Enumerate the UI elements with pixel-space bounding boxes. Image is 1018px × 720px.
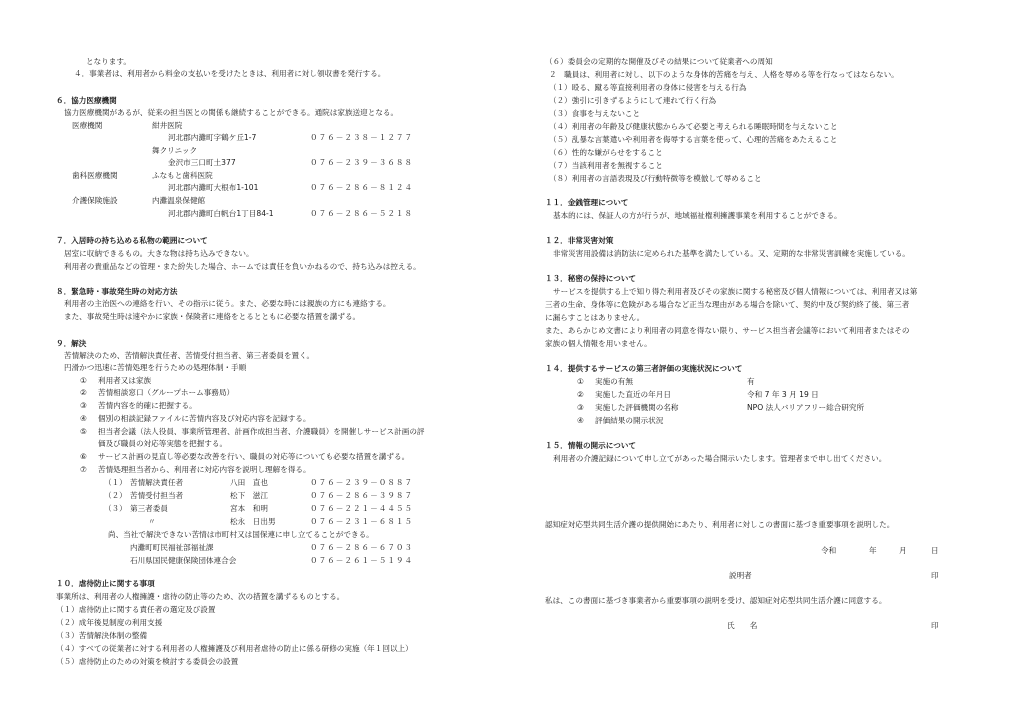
agency-phone-1: ０７６－２８６－６７０３ — [310, 543, 414, 552]
step-no-5: ⑤ — [80, 427, 87, 436]
abuse-item-3: （３）食事を与えないこと — [549, 109, 641, 118]
eval-label-4: 評価結果の開示状況 — [595, 416, 664, 425]
eval-no-2: ② — [577, 390, 584, 399]
contact-name-2: 松下 滋江 — [230, 491, 268, 500]
section-10-intro: 事業所は、利用者の人権擁護・虐待の防止等のため、次の措置を講ずるものとする。 — [56, 592, 345, 601]
agency-phone-2: ０７６－２６１－５１９４ — [310, 556, 414, 565]
medical-address-1: 河北郡内灘町字鶴ケ丘1-7 — [168, 133, 257, 142]
section-10-cont-line-1: （６）委員会の定期的な開催及びその結果について従業者への周知 — [545, 57, 773, 66]
contact-phone-3: ０７６－２２１－４４５５ — [310, 504, 414, 513]
eval-label-3: 実施した評価機関の名称 — [595, 403, 679, 412]
section-13-line-4: また、あらかじめ文書により利用者の同意を得ない限り、サービス担当者会議等において利用者またはその — [545, 326, 910, 335]
date-year: 年 — [869, 546, 877, 555]
explainer-seal: 印 — [931, 571, 939, 580]
dental-label: 歯科医療機関 — [72, 171, 118, 180]
abuse-item-8: （８）利用者の言語表現及び行動特徴等を模倣して辱めること — [549, 174, 762, 183]
medical-phone-2: ０７６－２３９－３６８８ — [310, 158, 414, 167]
dental-address: 河北郡内灘町大根布1-101 — [168, 183, 259, 192]
section-7-line-1: 居室に収納できるもの。大きな物は持ち込みできない。 — [64, 249, 254, 258]
section-13-line-3: に漏らすことはありません。 — [545, 313, 645, 322]
contact-no-2: （２） — [104, 491, 127, 500]
section-9-heading: ９．解決 — [56, 339, 87, 348]
section-7-line-2: 利用者の貴重品などの管理・また紛失した場合、ホームでは責任を負いかねるので、持ち込みは控える。 — [64, 262, 421, 271]
name-seal: 印 — [931, 621, 939, 630]
section-8-heading: ８．緊急時・事故発生時の対応方法 — [56, 287, 178, 296]
step-text-6: サービス計画の見直し等必要な改善を行い、職員の対応等についても必要な措置を講ずる。 — [98, 452, 410, 461]
care-label: 介護保険施設 — [72, 196, 118, 205]
contact-name-3: 宮本 和明 — [230, 504, 268, 513]
intro-line-2: ４．事業者は、利用者から料金の支払いを受けたときは、利用者に対し領収書を発行する。 — [74, 69, 386, 78]
contact-no-1: （１） — [104, 478, 127, 487]
step-no-4: ④ — [80, 414, 87, 423]
step-no-6: ⑥ — [80, 452, 87, 461]
contact-phone-2: ０７６－２８６－３９８７ — [310, 491, 414, 500]
medical-phone-1: ０７６－２３８－１２７７ — [310, 133, 414, 142]
section-13-line-1: サービスを提供する上で知り得た利用者及びその家族に関する秘密及び個人情報については、利用者又は第 — [553, 287, 918, 296]
medical-label: 医療機関 — [72, 121, 103, 130]
eval-no-1: ① — [577, 377, 584, 386]
medical-address-2: 金沢市三口町土377 — [168, 158, 236, 167]
abuse-item-7: （７）当該利用者を無視すること — [549, 161, 663, 170]
abuse-item-5: （５）乱暴な言葉遣いや利用者を侮辱する言葉を使って、心理的苦痛をあたえること — [549, 135, 838, 144]
section-10-item-5: （５）虐待防止のための対策を検討する委員会の設置 — [56, 657, 239, 666]
section-8-line-2: また、事故発生時は速やかに家族・保険者に連絡をとるとともに必要な措置を講ずる。 — [64, 312, 361, 321]
medical-name-1: 紺井医院 — [152, 121, 183, 130]
section-10-item-2: （２）成年後見制度の利用支援 — [56, 618, 163, 627]
section-11-line-1: 基本的には、保証人の方が行うが、地域福祉権利擁護事業を利用することができる。 — [553, 211, 842, 220]
section-13-line-5: 家族の個人情報を用いません。 — [545, 339, 652, 348]
section-6-heading: ６．協力医療機関 — [56, 96, 117, 105]
eval-value-3: NPO 法人バリアフリー総合研究所 — [747, 403, 865, 412]
explainer-label: 説明者 — [729, 571, 752, 580]
eval-value-1: 有 — [747, 377, 755, 386]
medical-name-2: 舞クリニック — [152, 146, 198, 155]
contact-phone-1: ０７６－２３９－０８８７ — [310, 478, 414, 487]
date-era: 令和 — [821, 546, 837, 555]
contact-no-3: （３） — [104, 504, 127, 513]
complaint-note: 尚、当社で解決できない苦情は市町村又は国保連に申し立てることができる。 — [108, 530, 374, 539]
contact-role-2: 苦情受付担当者 — [130, 491, 184, 500]
abuse-item-4: （４）利用者の年齢及び健康状態からみて必要と考えられる睡眠時間を与えないこと — [549, 122, 838, 131]
section-9-line-1: 苦情解決のため、苦情解決責任者、苦情受付担当者、第三者委員を置く。 — [64, 351, 315, 360]
contact-name-4: 松永 日出男 — [230, 517, 276, 526]
section-10-item-4: （４）すべての従業者に対する利用者の人権擁護及び利用者虐待の防止に係る研修の実施（年１回以上） — [56, 644, 413, 653]
dental-name: ふなもと歯科医院 — [152, 171, 213, 180]
contact-role-3: 第三者委員 — [130, 504, 168, 513]
step-no-3: ③ — [80, 401, 87, 410]
care-address: 河北郡内灘町白帆台1丁目84-1 — [168, 209, 274, 218]
section-15-heading: １５．情報の開示について — [545, 441, 636, 450]
eval-no-4: ④ — [577, 416, 584, 425]
step-text-5-cont: 価及び職員の対応等実態を把握する。 — [98, 439, 228, 448]
agency-name-2: 石川県国民健康保険団体連合会 — [130, 556, 237, 565]
step-text-7: 苦情処理担当者から、利用者に対応内容を説明し理解を得る。 — [98, 465, 311, 474]
step-text-1: 利用者又は家族 — [98, 376, 152, 385]
step-no-7: ⑦ — [80, 465, 87, 474]
dental-phone: ０７６－２８６－８１２４ — [310, 183, 414, 192]
eval-label-1: 実施の有無 — [595, 377, 633, 386]
section-10-item-1: （１）虐待防止に関する責任者の選定及び設置 — [56, 605, 216, 614]
section-15-line-1: 利用者の介護記録について申し立てがあった場合開示いたします。管理者まで申し出てください。 — [553, 454, 887, 463]
section-6-intro: 協力医療機関があるが、従来の担当医との関係も継続することができる。通院は家族送迎となる。 — [64, 108, 399, 117]
abuse-item-6: （６）性的な嫌がらせをすること — [549, 148, 663, 157]
step-no-2: ② — [80, 388, 87, 397]
section-7-heading: ７．入居時の持ち込める私物の範囲について — [56, 236, 208, 245]
section-13-heading: １３．秘密の保持について — [545, 274, 636, 283]
step-text-5: 担当者会議（法人役員、事業所管理者、計画作成担当者、介護職員）を開催しサービス計画の評 — [98, 427, 425, 436]
abuse-item-2: （２）強引に引きずるようにして連れて行く行為 — [549, 96, 717, 105]
step-no-1: ① — [80, 376, 87, 385]
eval-no-3: ③ — [577, 403, 584, 412]
section-13-line-2: 三者の生命、身体等に危険がある場合など正当な理由がある場合を除いて、契約中及び契約終了後、第三者 — [545, 300, 910, 309]
intro-line-1: となります。 — [86, 57, 131, 66]
section-10-cont-line-2: ２ 職員は、利用者に対し、以下のような身体的苦痛を与え、人格を辱める等を行なってはならない。 — [549, 70, 899, 79]
step-text-2: 苦情相談窓口（グループホーム事務局） — [98, 388, 235, 397]
section-11-heading: １１．金銭管理について — [545, 198, 629, 207]
section-12-heading: １２．非常災害対策 — [545, 236, 614, 245]
section-14-heading: １４．提供するサービスの第三者評価の実施状況について — [545, 364, 743, 373]
signature-explain: 認知症対応型共同生活介護の提供開始にあたり、利用者に対しこの書面に基づき重要事項を説明した。 — [545, 520, 895, 529]
care-phone: ０７６－２８６－５２１８ — [310, 209, 414, 218]
contact-name-1: 八田 直也 — [230, 478, 268, 487]
care-name: 内灘温泉保健館 — [152, 196, 206, 205]
agreement-text: 私は、この書面に基づき事業者から重要事項の説明を受け、認知症対応型共同生活介護に同意する。 — [545, 596, 887, 605]
date-month: 月 — [899, 546, 907, 555]
section-10-item-3: （３）苦情解決体制の整備 — [56, 631, 148, 640]
section-9-line-2: 円滑かつ迅速に苦情処理を行うための処理体制・手順 — [64, 363, 247, 372]
name-label: 氏 名 — [727, 621, 758, 630]
step-text-3: 苦情内容を的確に把握する。 — [98, 401, 197, 410]
eval-label-2: 実施した直近の年月日 — [595, 390, 671, 399]
agency-name-1: 内灘町町民福祉部福祉課 — [130, 543, 214, 552]
step-text-4: 個別の相談記録ファイルに苦情内容及び対応内容を記録する。 — [98, 414, 311, 423]
date-day: 日 — [931, 546, 939, 555]
contact-role-1: 苦情解決責任者 — [130, 478, 184, 487]
contact-phone-4: ０７６－２３１－６８１５ — [310, 517, 414, 526]
section-12-line-1: 非常災害用設備は消防法に定められた基準を満たしている。又、定期的な非常災害訓練を実施している。 — [553, 249, 910, 258]
abuse-item-1: （１）殴る、蹴る等直接利用者の身体に侵害を与える行為 — [549, 83, 747, 92]
section-10-heading: １０．虐待防止に関する事項 — [56, 579, 155, 588]
contact-role-4: 〃 — [148, 517, 156, 526]
section-8-line-1: 利用者の主治医への連絡を行い、その指示に従う。また、必要な時には親族の方にも連絡する。 — [64, 299, 391, 308]
eval-value-2: 令和 7 年 3 月 19 日 — [747, 390, 819, 399]
